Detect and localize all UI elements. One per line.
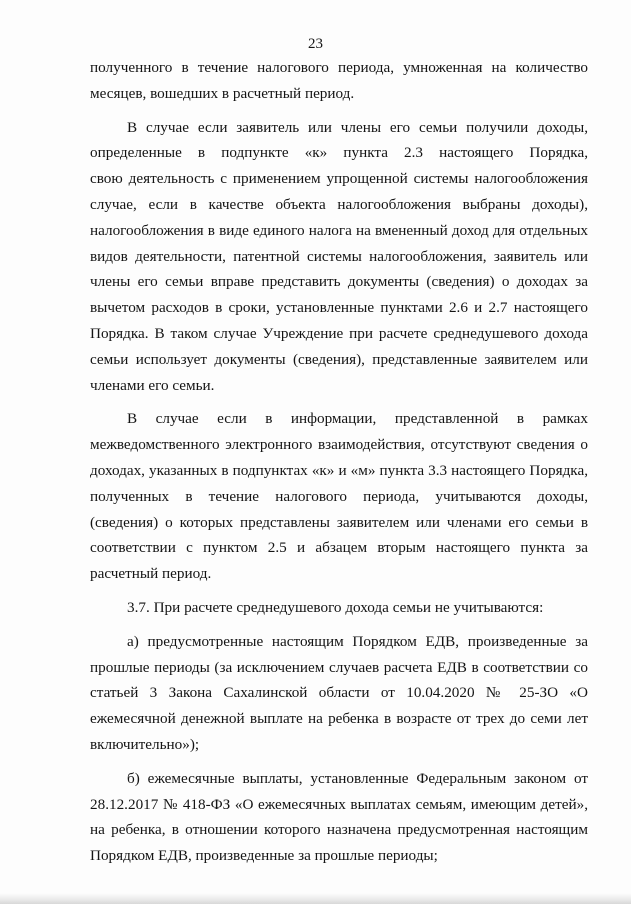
text-line: семьи использует документы (сведения), представленные заявителем или xyxy=(90,350,588,368)
text-line: 28.12.2017 № 418-ФЗ «О ежемесячных выплатах семьям, имеющим детей», xyxy=(90,795,588,813)
scan-bottom-edge xyxy=(0,893,631,904)
paragraph xyxy=(90,595,588,621)
text-line: членами его семьи. xyxy=(90,376,215,394)
text-line: а) предусмотренные настоящим Порядком ЕДВ, произведенные за xyxy=(127,632,588,650)
text-line: доходах, указанных в подпунктах «к» и «м» пункта 3.3 настоящего Порядка, xyxy=(90,461,588,479)
text-line: Порядка. В таком случае Учреждение при расчете среднедушевого дохода xyxy=(90,324,588,342)
paragraph-gap xyxy=(90,398,588,406)
text-line: Порядком ЕДВ, произведенные за прошлые периоды; xyxy=(90,847,438,865)
text-line: видов деятельности, патентной системы налогообложения, заявитель или xyxy=(90,247,588,265)
paragraph xyxy=(90,766,588,869)
text-line: вычетом расходов в сроки, установленные пунктами 2.6 и 2.7 настоящего xyxy=(90,299,588,317)
text-line: включительно»); xyxy=(90,735,200,753)
text-line: на ребенка, в отношении которого назначена предусмотренная настоящим xyxy=(90,821,588,839)
text-line: полученных в течение налогового периода, учитываются доходы, xyxy=(90,487,588,505)
paragraph xyxy=(90,115,588,399)
text-line: случае, если в качестве объекта налогообложения выбраны доходы), xyxy=(90,195,588,213)
text-line: статьей 3 Закона Сахалинской области от 10.04.2020 № 25-ЗО «О xyxy=(90,684,588,702)
paragraph-gap xyxy=(90,758,588,766)
text-line: (сведения) о которых представлены заявителем или членами его семьи в xyxy=(90,513,588,531)
text-line: В случае если в информации, представленной в рамках xyxy=(127,410,588,428)
text-line: месяцев, вошедших в расчетный период. xyxy=(90,84,355,102)
paragraph xyxy=(90,406,588,587)
text-line: расчетный период. xyxy=(90,565,212,583)
document-body xyxy=(90,55,588,869)
paragraph-gap xyxy=(90,587,588,595)
text-line: определенные в подпункте «к» пункта 2.3 настоящего Порядка, xyxy=(90,144,588,162)
paragraph xyxy=(90,629,588,758)
text-line: б) ежемесячные выплаты, установленные Федеральным законом от xyxy=(127,769,588,787)
text-line: ежемесячной денежной выплате на ребенка в возрасте от трех до семи лет xyxy=(90,710,588,728)
text-line: члены его семьи вправе представить документы (сведения) о доходах за xyxy=(90,273,588,291)
text-line: свою деятельность с применением упрощенной системы налогообложения xyxy=(90,170,588,188)
text-line: налогообложения в виде единого налога на вмененный доход для отдельных xyxy=(90,221,588,239)
text-line: межведомственного электронного взаимодействия, отсутствуют сведения о xyxy=(90,436,588,454)
text-line: соответствии с пунктом 2.5 и абзацем вторым настоящего пункта за xyxy=(90,539,588,557)
page-number: 23 xyxy=(308,36,323,52)
text-line: прошлые периоды (за исключением случаев расчета ЕДВ в соответствии со xyxy=(90,658,588,676)
text-line: 3.7. При расчете среднедушевого дохода семьи не учитываются: xyxy=(127,598,544,616)
paragraph-gap xyxy=(90,107,588,115)
text-line: полученного в течение налогового периода, умноженная на количество xyxy=(90,59,588,76)
paragraph-gap xyxy=(90,621,588,629)
text-line: В случае если заявитель или члены его семьи получили доходы, xyxy=(127,118,588,136)
paragraph xyxy=(90,55,588,107)
